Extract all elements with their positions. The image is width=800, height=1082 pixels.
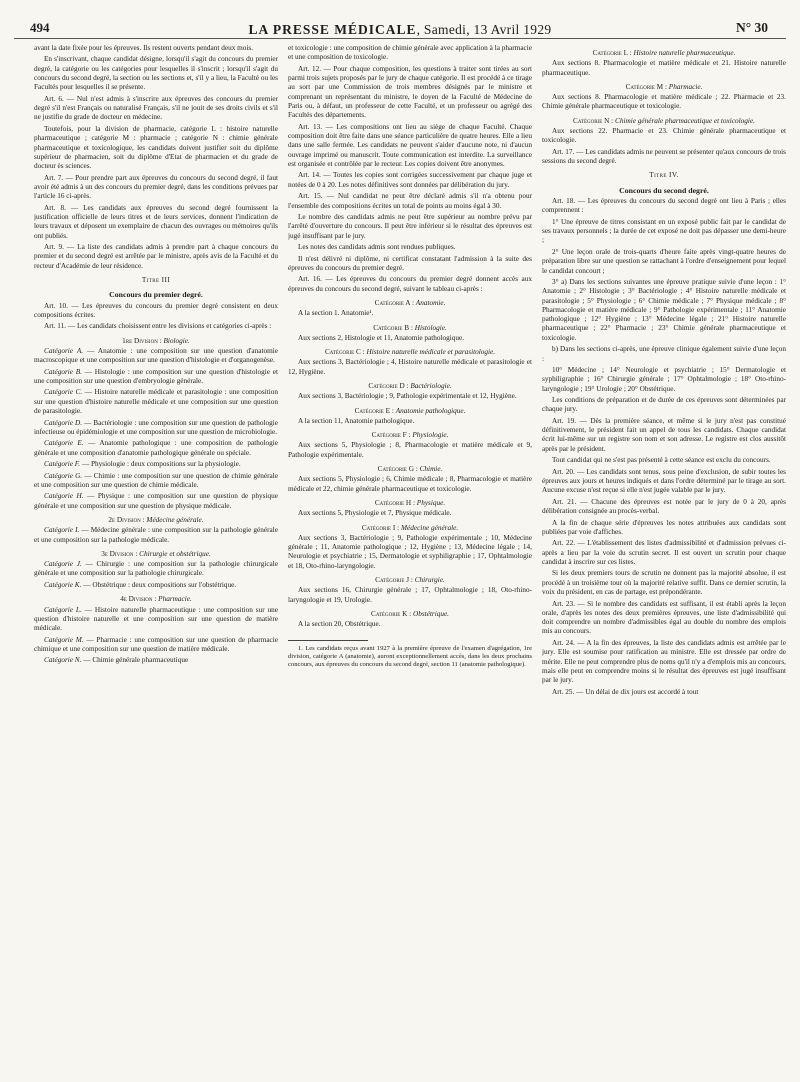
category-paragraph bbox=[34, 656, 278, 665]
category-paragraph bbox=[34, 581, 278, 590]
category-label: Catégorie D : bbox=[368, 382, 411, 390]
category-paragraph bbox=[34, 472, 278, 491]
category-label: Catégorie I. bbox=[44, 526, 80, 535]
category-label: Catégorie F : bbox=[371, 431, 413, 440]
category-label: Catégorie G. bbox=[44, 471, 83, 480]
paragraph: 3° a) Dans les sections suivantes une épreuve pratique suivie d'une leçon : 1° Anatomie ; 2° Histologie ; 3° Bactériologie ; 4° Histoire naturelle médicale et parasitologie ; 5° Physiologie ; 6° Chimie médicale ; 7° Physique médicale ; 8° Pharmacologie et matière médicale ; 9° Pathologie expérimentale ; 11° Anatomie pathologique ; 12° Hygiène ; 13° Médecine légale ; 21° Histoire naturelle pharmaceutique ; 22° Pharmacie ; 23° Chimie générale pharmaceutique et toxicologie. bbox=[542, 277, 786, 342]
category-name: Chirurgie. bbox=[414, 576, 445, 585]
column-1 bbox=[34, 44, 278, 699]
category-heading bbox=[34, 595, 278, 604]
category-label: 4e Division : bbox=[120, 595, 159, 604]
category-label: Catégorie D. bbox=[44, 418, 83, 427]
category-paragraph bbox=[34, 526, 278, 545]
category-text: — Physiologie : deux compositions sur la physiologie. bbox=[80, 460, 241, 469]
paragraph: Art. 11. — Les candidats choisissent entre les divisions et catégories ci-après : bbox=[44, 322, 272, 331]
page-number: 494 bbox=[30, 20, 50, 35]
category-label: Catégorie M : bbox=[625, 82, 669, 91]
section-heading: Concours du premier degré. bbox=[109, 290, 203, 300]
category-text: — Médecine générale : une composition sur la pathologie générale et une composition sur la pathologie médicale. bbox=[34, 526, 278, 544]
paragraph: A la fin de chaque série d'épreuves les notes attribuées aux candidats sont publiées par voie d'affiches. bbox=[542, 518, 786, 536]
column-3 bbox=[542, 44, 786, 699]
category-text: — Chirurgie : une composition sur la pathologie chirurgicale générale et une composition sur la pathologie chirurgicale. bbox=[34, 560, 278, 578]
category-paragraph bbox=[34, 439, 278, 458]
category-label: Catégorie F. bbox=[44, 460, 81, 469]
paragraph: Aux sections 5, Physiologie ; 6, Chimie médicale ; 8, Pharmacologie et matière médicale et 22, chimie générale pharmaceutique et toxicologie. bbox=[288, 475, 532, 493]
category-name: Pharmacie. bbox=[158, 595, 192, 604]
category-text: — Obstétrique : deux compositions sur l'obstétrique. bbox=[81, 580, 237, 589]
paragraph: Aux sections 22. Pharmacie et 23. Chimie générale pharmaceutique et toxicologie. bbox=[542, 127, 786, 145]
category-label: Catégorie C : bbox=[324, 348, 367, 357]
category-label: Catégorie I : bbox=[361, 523, 401, 532]
category-heading bbox=[34, 337, 278, 346]
paragraph: 10° Médecine ; 14° Neurologie et psychiatrie ; 15° Dermatologie et syphiligraphie ; 16° Chirurgie générale ; 17° Ophtalmologie ; 18° Oto-rhino-laryngologie ; 19° Urologie ; 20° Obstétrique. bbox=[542, 366, 786, 393]
footnote-rule bbox=[288, 640, 368, 641]
paragraph: Art. 9. — La liste des candidats admis à prendre part à chaque concours du premier et du second degré est arrêtée par le ministre, après avis de la Faculté et du recteur d'Académie de leur résidence. bbox=[34, 243, 278, 270]
category-label: Catégorie B : bbox=[373, 323, 415, 332]
category-label: 1re Division : bbox=[122, 336, 164, 345]
text-columns bbox=[14, 44, 786, 699]
paragraph: Aux sections 3, Bactériologie ; 9, Pathologie expérimentale et 12, Hygiène. bbox=[298, 392, 517, 401]
category-heading bbox=[288, 465, 532, 474]
category-heading bbox=[288, 431, 532, 440]
category-label: Catégorie L : bbox=[592, 49, 634, 57]
paragraph: Tout candidat qui ne s'est pas présenté à cette séance est exclu du concours. bbox=[552, 456, 771, 465]
category-heading bbox=[542, 49, 786, 58]
category-heading bbox=[288, 610, 532, 619]
category-name: Obstétrique. bbox=[412, 609, 449, 618]
paragraph: 1° Une épreuve de titres consistant en un exposé public fait par le candidat de ses travaux personnels ; la durée de cet exposé ne doit pas dépasser une demi-heure ; bbox=[542, 217, 786, 245]
title-heading: Titre III bbox=[141, 275, 171, 284]
paragraph: A la section 1. Anatomie¹. bbox=[298, 309, 374, 318]
title-heading: Titre IV. bbox=[649, 171, 679, 180]
paragraph: et toxicologie : une composition de chimie générale avec application à la pharmacie et une composition de toxicologie. bbox=[288, 44, 532, 62]
paragraph: Le nombre des candidats admis ne peut être supérieur au nombre prévu par l'arrêté d'ouverture du concours. Il peut être inférieur si le résultat des épreuves est jugé insuffisant par le jury. bbox=[288, 212, 532, 240]
category-label: Catégorie J. bbox=[44, 560, 82, 569]
paragraph: En s'inscrivant, chaque candidat désigne, lorsqu'il s'agit du concours du premier degré, la catégorie ou les catégories pour lesquelles il s'inscrit ; lorsqu'il s'agit du concours du second degré, la section ou les sections et, s'il y a lieu, la Faculté ou les Facultés pour lesquelles il se présente. bbox=[34, 55, 278, 92]
paragraph: Si les deux premiers tours de scrutin ne donnent pas la majorité absolue, il est procédé à un troisième tour où la majorité relative suffit. Dans ce dernier scrutin, la voix du président, en cas de partage, est prépondérante. bbox=[542, 569, 786, 597]
category-label: Catégorie B. bbox=[44, 367, 82, 376]
paragraph: Les notes des candidats admis sont rendues publiques. bbox=[298, 243, 456, 252]
category-paragraph bbox=[34, 606, 278, 634]
category-label: Catégorie K : bbox=[370, 609, 413, 618]
category-name: Histoire naturelle médicale et parasitologie. bbox=[366, 348, 496, 357]
category-heading bbox=[34, 516, 278, 525]
paragraph: Il n'est délivré ni diplôme, ni certificat constatant l'admission à la suite des épreuves du concours du premier degré. bbox=[288, 254, 532, 272]
category-text: — Histoire naturelle pharmaceutique : une composition sur une question d'histoire naturelle et une composition sur une question de matière médicale. bbox=[34, 605, 278, 633]
issue-number: N° 30 bbox=[735, 20, 768, 35]
category-paragraph bbox=[34, 460, 278, 469]
category-label: Catégorie L. bbox=[44, 605, 82, 614]
paragraph: Toutefois, pour la division de pharmacie, catégorie L : histoire naturelle pharmaceutique ; catégorie M : pharmacie ; catégorie N : chimie générale pharmaceutique et toxicologique, les candidats doivent justifier soit du diplôme supérieur de pharmacien, soit du diplôme d'Etat de pharmacien et du grade de docteur ès sciences. bbox=[34, 124, 278, 171]
paragraph: Aux sections 5, Physiologie ; 8, Pharmacologie et matière médicale et 9, Pathologie expérimentale. bbox=[288, 441, 532, 459]
paragraph: Aux sections 8. Pharmacologie et matière médicale et 21. Histoire naturelle pharmaceutique. bbox=[542, 59, 786, 77]
paragraph: 2° Une leçon orale de trois-quarts d'heure faite après vingt-quatre heures de préparation libre sur une question se rattachant à l'ordre d'enseignement pour lequel le candidat concourt ; bbox=[542, 247, 786, 275]
paragraph: Aux sections 8. Pharmacologie et matière médicale ; 22. Pharmacie et 23. Chimie générale pharmaceutique et toxicologie. bbox=[542, 93, 786, 111]
paragraph: Aux sections 5, Physiologie et 7, Physique médicale. bbox=[298, 509, 452, 518]
category-label: Catégorie N : bbox=[573, 116, 616, 125]
category-heading bbox=[288, 382, 532, 391]
category-name: Médecine générale. bbox=[400, 523, 459, 532]
category-label: 3e Division : bbox=[101, 549, 140, 558]
paragraph: Art. 25. — Un délai de dix jours est accordé à tout bbox=[552, 687, 699, 696]
category-paragraph bbox=[34, 388, 278, 416]
paragraph: Art. 24. — A la fin des épreuves, la liste des candidats admis est arrêtée par le jury. Elle est soumise pour ratification au ministre. Elle est dressée par ordre de mérite. Elle ne peut comprendre plus de noms qu'il n'y a d'emplois mis au concours, mais elle peut en comprendre moins si le résultat des épreuves est jugé insuffisant par le jury. bbox=[542, 638, 786, 685]
category-paragraph bbox=[34, 560, 278, 579]
category-text: — Chimie générale pharmaceutique bbox=[81, 656, 189, 665]
category-text: — Histologie : une composition sur une question d'histologie et une composition sur une question d'embryologie générale. bbox=[34, 367, 278, 385]
category-name: Physique. bbox=[416, 498, 446, 507]
category-name: Pharmacie. bbox=[668, 82, 703, 91]
paragraph: b) Dans les sections ci-après, une épreuve clinique également suivie d'une leçon : bbox=[542, 345, 786, 363]
category-name: Biologie. bbox=[163, 336, 190, 345]
paragraph: Art. 10. — Les épreuves du concours du premier degré consistent en deux compositions écrites. bbox=[34, 301, 278, 319]
journal-title bbox=[14, 22, 786, 38]
paragraph: Aux sections 3, Bactériologie ; 9, Pathologie expérimentale ; 10, Médecine générale ; 11, Anatomie pathologique ; 12, Hygiène ; 13, Médecine légale ; 14, Neurologie et psychiatrie ; 15, Dermatologie et syphiligraphie ; 17, Ophtalmologie et 18, Oto-rhino-laryngologie. bbox=[288, 533, 532, 570]
paragraph: Les conditions de préparation et de durée de ces épreuves sont déterminées par chaque jury. bbox=[542, 396, 786, 414]
journal-name: LA PRESSE MÉDICALE bbox=[248, 22, 417, 37]
category-name: Chimie générale pharmaceutique et toxicologie. bbox=[615, 116, 755, 125]
category-name: Physiologie. bbox=[412, 431, 449, 440]
category-label: Catégorie A : bbox=[374, 298, 416, 307]
category-text: — Physique : une composition sur une question de physique générale et une composition sur une question de physique médicale. bbox=[34, 492, 278, 510]
category-label: Catégorie M. bbox=[44, 635, 84, 644]
category-label: Catégorie E. bbox=[44, 439, 84, 448]
paragraph: Art. 7. — Pour prendre part aux épreuves du concours du second degré, il faut avoir été admis à un des concours du premier degré, dans les conditions prévues par l'article 16 ci-après. bbox=[34, 173, 278, 201]
issue-date: , Samedi, 13 Avril 1929 bbox=[416, 22, 552, 37]
paragraph: Aux sections 2, Histologie et 11, Anatomie pathologique. bbox=[298, 333, 465, 342]
category-text: — Bactériologie : une composition sur une question de pathologie infectieuse ou épidémiologie et une composition sur une question de microbiologie. bbox=[34, 418, 278, 436]
paragraph: Art. 12. — Pour chaque composition, les questions à traiter sont tirées au sort parmi trois sujets proposés par le jury de chaque catégorie. Il est procédé à ce tirage au sort par une Commission de trois membres désignés par le ministre et comprenant un représentant du ministre, le doyen de la Faculté de Médecine de Paris ou, à défaut, un professeur de cette Faculté, et un professeur ou agrégé des Facultés des départements. bbox=[288, 64, 532, 120]
category-heading bbox=[288, 407, 532, 416]
category-label: Catégorie G : bbox=[377, 465, 420, 474]
category-label: Catégorie K. bbox=[44, 580, 82, 589]
category-paragraph bbox=[34, 636, 278, 655]
paragraph: Art. 18. — Les épreuves du concours du second degré ont lieu à Paris ; elles comprennent : bbox=[542, 197, 786, 215]
category-label: Catégorie J : bbox=[375, 576, 415, 585]
category-paragraph bbox=[34, 492, 278, 511]
category-label: Catégorie E : bbox=[354, 406, 396, 415]
page-header bbox=[14, 10, 786, 39]
category-paragraph bbox=[34, 368, 278, 387]
paragraph: Art. 20. — Les candidats sont tenus, sous peine d'exclusion, de subir toutes les épreuves aux jours et heures indiqués et dans l'ordre déterminé par le tirage au sort. Aucune excuse n'est reçue si elle n'est jugée valable par le jury. bbox=[542, 467, 786, 495]
paragraph: A la section 11, Anatomie pathologique. bbox=[298, 416, 415, 425]
category-text: — Anatomie : une composition sur une question d'anatomie macroscopique et une composition sur une question d'histologie et d'organogenèse. bbox=[34, 346, 278, 365]
paragraph: A la section 20, Obstétrique. bbox=[298, 620, 381, 629]
paragraph: Aux sections 16, Chirurgie générale ; 17, Ophtalmologie ; 18, Oto-rhino-laryngologie et 19, Urologie. bbox=[288, 586, 532, 604]
paragraph: Art. 17. — Les candidats admis ne peuvent se présenter qu'aux concours de trois sessions du second degré. bbox=[542, 147, 786, 166]
category-paragraph bbox=[34, 419, 278, 438]
paragraph: Art. 13. — Les compositions ont lieu au siège de chaque Faculté. Chaque composition doit être faite dans une séance particulière de quatre heures. Elle a lieu dans une salle fermée. Les candidats ne peuvent s'aider d'aucune note, ni d'aucun ouvrage imprimé ou manuscrit. Toute communication est interdite. La surveillance est organisée et contrôlée par le recteur. Les copies doivent être anonymes. bbox=[288, 122, 532, 168]
category-name: Histoire naturelle pharmaceutique. bbox=[633, 49, 736, 57]
category-name: Chimie. bbox=[419, 465, 443, 474]
paragraph: Art. 8. — Les candidats aux épreuves du second degré fournissent la justification officielle de leurs titres et de leurs services, donnent l'indication de leurs travaux et déposent un exemplaire de chacun des ouvrages ou mémoires qu'ils ont publiés. bbox=[34, 203, 278, 240]
paragraph: Art. 21. — Chacune des épreuves est notée par le jury de 0 à 20, après délibération consignée au procès-verbal. bbox=[542, 497, 786, 516]
paragraph: Art. 19. — Dès la première séance, et même si le jury n'est pas constitué définitivement, le président fait un appel de tous les candidats. Chaque candidat écrit lui-même sur un registre son nom et son adresse. Le registre est clos aussitôt après par le président. bbox=[542, 416, 786, 453]
category-heading bbox=[288, 524, 532, 533]
category-heading bbox=[34, 550, 278, 559]
column-2 bbox=[288, 44, 532, 699]
category-label: Catégorie N. bbox=[44, 656, 82, 665]
category-heading bbox=[542, 83, 786, 92]
category-heading bbox=[288, 348, 532, 357]
paragraph: Art. 22. — L'établissement des listes d'admissibilité et d'admission prévues ci-après a lieu par la voie du scrutin secret. Il est ouvert un scrutin pour chaque candidat à inscrire sur ces listes. bbox=[542, 539, 786, 566]
category-heading bbox=[288, 499, 532, 508]
paragraph: Aux sections 3, Bactériologie ; 4, Histoire naturelle médicale et parasitologie et 12, Hygiène. bbox=[288, 358, 532, 376]
category-name: Bactériologie. bbox=[410, 382, 452, 390]
category-label: Catégorie C. bbox=[44, 388, 83, 397]
section-heading: Concours du second degré. bbox=[619, 185, 709, 195]
category-heading bbox=[542, 117, 786, 126]
category-name: Histologie. bbox=[414, 323, 447, 332]
category-heading bbox=[288, 324, 532, 333]
category-label: 2e Division : bbox=[108, 515, 147, 524]
paragraph: Art. 23. — Si le nombre des candidats est suffisant, il est établi après la leçon orale, d'après les notes des deux premières épreuves, une liste d'admissibilité qui doit comprendre un nombre d'admissibles égal au double du nombre des emplois mis au concours. bbox=[542, 599, 786, 636]
category-text: — Histoire naturelle médicale et parasitologie : une composition sur une question d'histoire naturelle médicale et une composition sur une question de parasitologie. bbox=[34, 388, 278, 416]
category-heading bbox=[288, 576, 532, 585]
paragraph: Art. 6. — Nul n'est admis à s'inscrire aux épreuves des concours du premier degré s'il n'est Français ou naturalisé Français, s'il ne jouit de ses droits civils et s'il ne justifie du grade de docteur en médecine. bbox=[34, 94, 278, 122]
category-name: Chirurgie et obstétrique. bbox=[139, 549, 211, 558]
category-paragraph bbox=[34, 347, 278, 366]
category-text: — Anatomie pathologique : une composition de pathologie générale et une composition d'anatomie pathologique générale ou spéciale. bbox=[34, 439, 278, 457]
category-heading bbox=[288, 299, 532, 308]
paragraph: Art. 15. — Nul candidat ne peut être déclaré admis s'il n'a obtenu pour l'ensemble des compositions écrites un total de points au moins égal à 30. bbox=[288, 192, 532, 210]
category-text: — Chimie : une composition sur une question de chimie générale et une composition sur une question de chimie médicale. bbox=[34, 471, 278, 489]
category-label: Catégorie A. bbox=[44, 346, 84, 355]
category-name: Anatomie pathologique. bbox=[395, 406, 466, 415]
paragraph: Art. 14. — Toutes les copies sont corrigées successivement par chaque juge et notées de 0 à 20. Les notes définitives sont données par délibération du jury. bbox=[288, 171, 532, 189]
paragraph: avant la date fixée pour les épreuves. Ils restent ouverts pendant deux mois. bbox=[34, 44, 254, 52]
category-name: Anatomie. bbox=[415, 298, 446, 307]
footnote: 1. Les candidats reçus avant 1927 à la première épreuve de l'examen d'agrégation, 1re division, catégorie A (anatomie), auront exceptionnellement accès, dans les deux prochains concours, aux épreuves du concours du second degré, section 11 (anatomie pathologique). bbox=[288, 644, 532, 668]
category-label: Catégorie H : bbox=[374, 498, 417, 507]
paragraph: Art. 16. — Les épreuves du concours du premier degré donnent accès aux épreuves du concours du second degré, suivant le tableau ci-après : bbox=[288, 275, 532, 293]
category-text: — Pharmacie : une composition sur une question de pharmacie chimique et une composition sur une question de matière médicale. bbox=[34, 635, 278, 653]
category-label: Catégorie H. bbox=[44, 492, 84, 501]
category-name: Médecine générale. bbox=[146, 515, 204, 524]
